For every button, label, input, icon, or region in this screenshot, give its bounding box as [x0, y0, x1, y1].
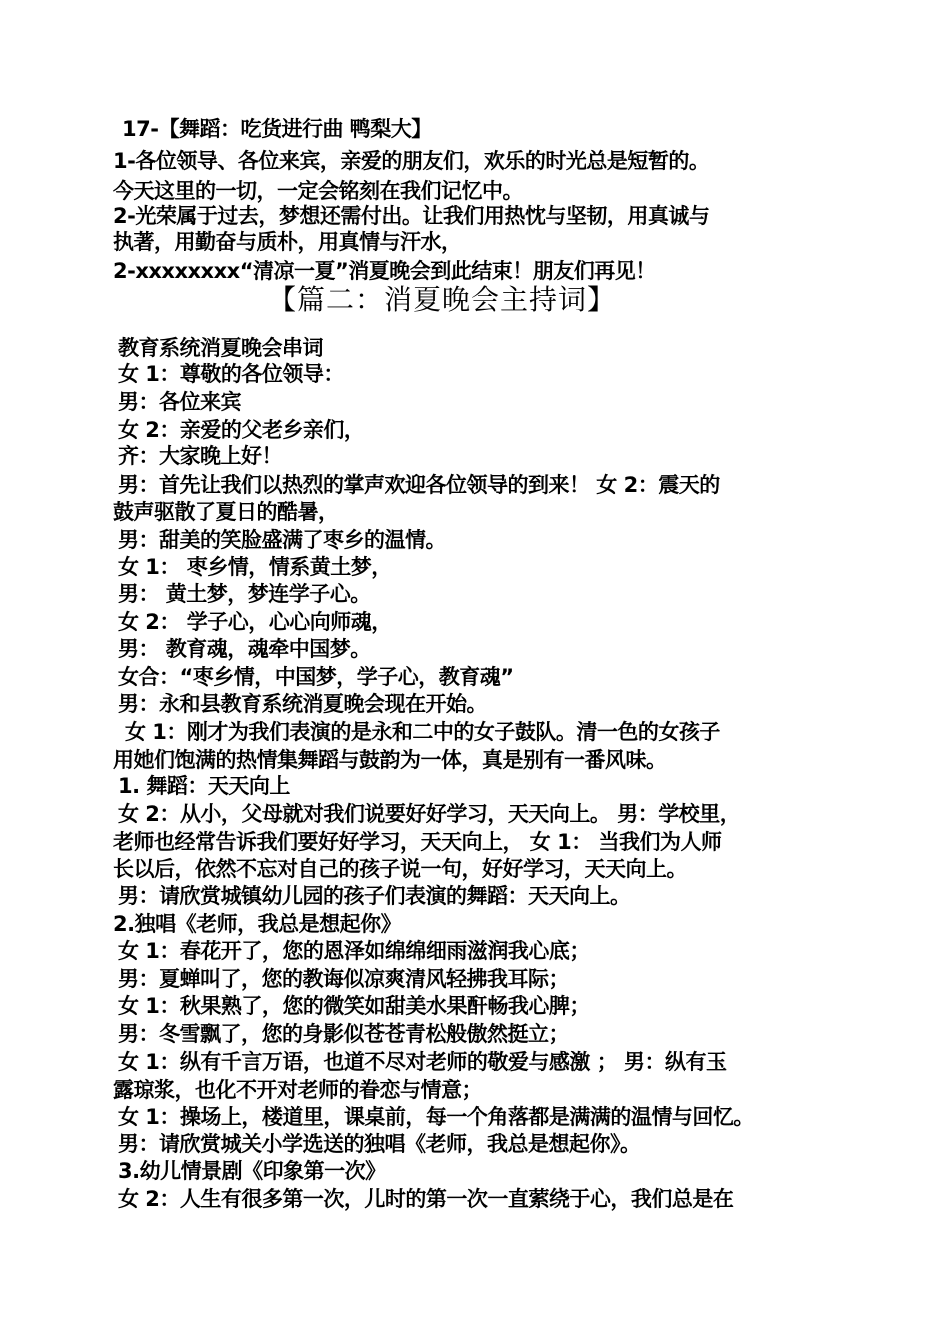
text-line: 男：冬雪飘了，您的身影似苍苍青松般傲然挺立；	[118, 1022, 569, 1046]
text-line: 教育系统消夏晚会串词	[118, 336, 323, 360]
text-line: 女 1： 枣乡情，情系黄土梦，	[118, 555, 392, 579]
text-line: 女 2： 学子心，心心向师魂，	[118, 610, 392, 634]
text-line: 男：各位来宾	[118, 390, 241, 414]
text-line: 长以后，依然不忘对自己的孩子说一句，好好学习，天天向上。	[113, 857, 687, 881]
text-line: 男：请欣赏城镇幼儿园的孩子们表演的舞蹈：天天向上。	[118, 884, 631, 908]
text-line: 3.幼儿情景剧《印象第一次》	[118, 1159, 386, 1183]
text-line: 女 1：秋果熟了，您的微笑如甜美水果酐畅我心脾；	[118, 994, 590, 1018]
text-line: 女 1：操场上，楼道里，课桌前，每一个角落都是满满的温情与回忆。	[118, 1105, 754, 1129]
text-line: 男：请欣赏城关小学选送的独唱《老师，我总是想起你》。	[118, 1132, 641, 1156]
text-line: 男：甜美的笑脸盛满了枣乡的温情。	[118, 528, 446, 552]
text-line: 女 2：从小，父母就对我们说要好好学习，天天向上。 男：学校里，	[118, 802, 741, 826]
section-heading: 【篇二：消夏晚会主持词】	[268, 283, 617, 316]
text-line: 2-xxxxxxxx“清凉一夏”消夏晚会到此结束！朋友们再见！	[113, 259, 656, 283]
text-line: 露琼浆，也化不开对老师的眷恋与情意；	[113, 1078, 482, 1102]
text-line: 男：首先让我们以热烈的掌声欢迎各位领导的到来！ 女 2：震天的	[118, 473, 720, 497]
text-line: 男： 黄土梦，梦连学子心。	[118, 582, 371, 606]
text-line: 1. 舞蹈：天天向上	[118, 774, 290, 798]
text-line: 齐：大家晚上好！	[118, 444, 282, 468]
text-line: 老师也经常告诉我们要好好学习，天天向上， 女 1： 当我们为人师	[113, 830, 722, 854]
text-line: 2-光荣属于过去，梦想还需付出。让我们用热忱与坚韧，用真诚与	[113, 204, 710, 228]
text-line: 女合：“枣乡情，中国梦，学子心，教育魂”	[118, 665, 514, 689]
text-line: 女 1：尊敬的各位领导：	[118, 362, 344, 386]
text-line: 执著，用勤奋与质朴，用真情与汗水，	[113, 230, 462, 254]
text-line: 鼓声驱散了夏日的酷暑，	[113, 500, 339, 524]
text-line: 男：永和县教育系统消夏晚会现在开始。	[118, 692, 487, 716]
text-line: 女 2：亲爱的父老乡亲们，	[118, 418, 365, 442]
text-line: 今天这里的一切，一定会铭刻在我们记忆中。	[113, 179, 523, 203]
text-line: 用她们饱满的热情集舞蹈与鼓韵为一体，真是别有一番风味。	[113, 748, 667, 772]
text-line: 17-【舞蹈：吃货进行曲 鸭梨大】	[122, 117, 432, 141]
text-line: 男：夏蝉叫了，您的教诲似凉爽清风轻拂我耳际；	[118, 967, 569, 991]
text-line: 女 1：春花开了，您的恩泽如绵绵细雨滋润我心底；	[118, 939, 590, 963]
text-line: 女 1：纵有千言万语，也道不尽对老师的敬爱与感激 ； 男：纵有玉	[118, 1050, 727, 1074]
text-line: 1-各位领导、各位来宾，亲爱的朋友们，欢乐的时光总是短暂的。	[113, 149, 710, 173]
text-line: 女 1：刚才为我们表演的是永和二中的女子鼓队。清一色的女孩子	[125, 720, 720, 744]
text-line: 女 2：人生有很多第一次，儿时的第一次一直萦绕于心，我们总是在	[118, 1187, 734, 1211]
text-line: 男： 教育魂，魂牵中国梦。	[118, 637, 371, 661]
text-line: 2.独唱《老师，我总是想起你》	[113, 912, 402, 936]
